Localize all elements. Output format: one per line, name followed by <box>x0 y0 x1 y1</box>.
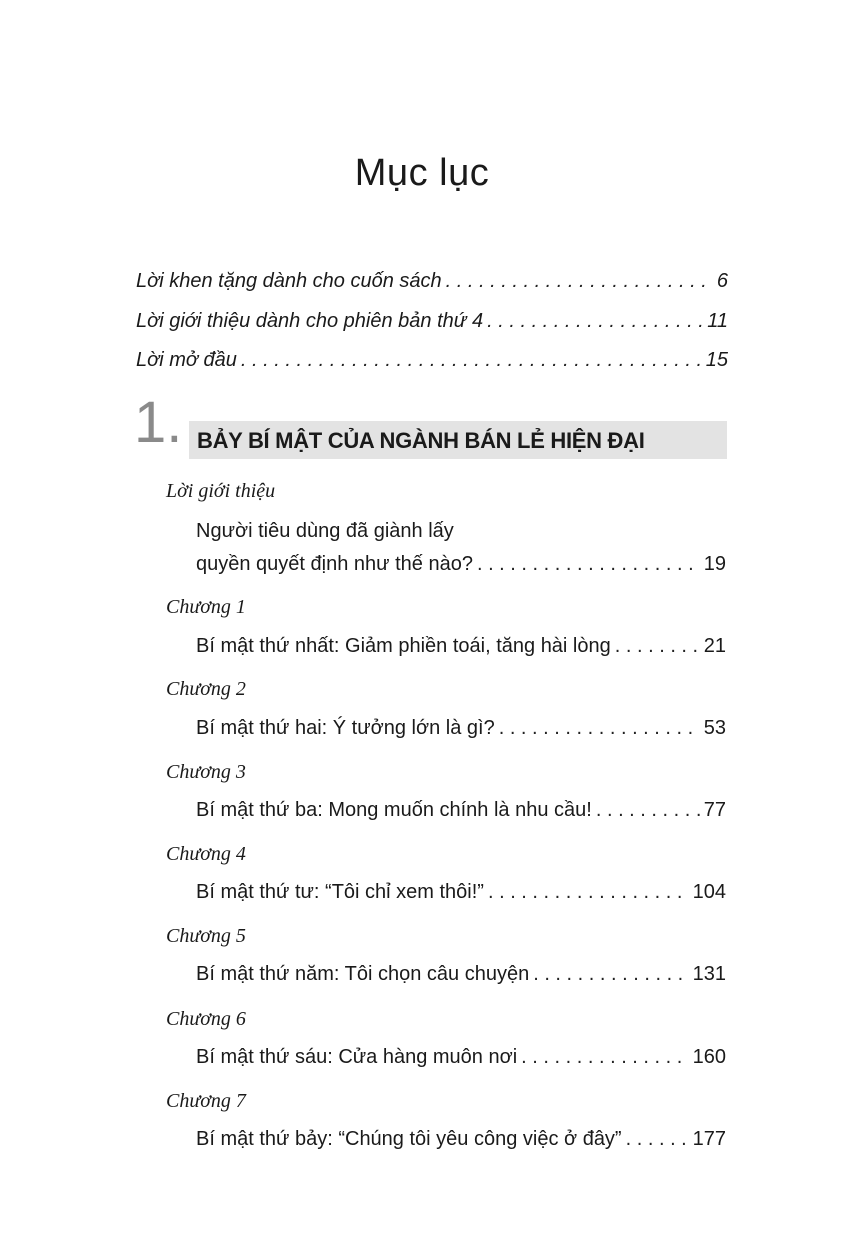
toc-entry-chapter-5[interactable] <box>196 963 726 986</box>
dot-leader <box>626 1128 689 1151</box>
toc-entry-front-3[interactable] <box>136 349 728 372</box>
toc-entry-label: Bí mật thứ nhất: Giảm phiền toái, tăng hài lòng <box>196 635 611 657</box>
toc-entry-chapter-6[interactable] <box>196 1046 726 1069</box>
dot-leader <box>533 963 688 986</box>
chapter-label: Chương 4 <box>166 843 246 865</box>
intro-label: Lời giới thiệu <box>166 480 276 502</box>
toc-entry-chapter-3[interactable] <box>196 799 726 822</box>
toc-entry-label: Bí mật thứ bảy: “Chúng tôi yêu công việc ở đây” <box>196 1128 622 1150</box>
chapter-label: Chương 1 <box>166 596 246 618</box>
toc-entry-label: Bí mật thứ sáu: Cửa hàng muôn nơi <box>196 1046 518 1068</box>
toc-entry-chapter-1[interactable] <box>196 635 726 658</box>
chapter-label: Chương 2 <box>166 678 246 700</box>
dot-leader <box>488 881 689 904</box>
toc-entry-page: 15 <box>705 349 728 371</box>
toc-entry-page: 6 <box>716 270 728 292</box>
intro-title-line1: Người tiêu dùng đã giành lấy <box>196 520 454 542</box>
part-number: 1. <box>134 390 183 455</box>
dot-leader <box>446 270 713 293</box>
chapter-label: Chương 6 <box>166 1008 246 1030</box>
toc-entry-label: Bí mật thứ năm: Tôi chọn câu chuyện <box>196 963 530 985</box>
toc-entry-label: Bí mật thứ hai: Ý tưởng lớn là gì? <box>196 717 495 739</box>
toc-entry-label: Lời mở đầu <box>136 349 237 371</box>
toc-entry-page: 160 <box>692 1046 726 1068</box>
part-title: BẢY BÍ MẬT CỦA NGÀNH BÁN LẺ HIỆN ĐẠI <box>197 428 645 453</box>
toc-entry-page: 104 <box>692 881 726 903</box>
toc-entry-page: 53 <box>703 717 726 739</box>
page-title: Mục lục <box>354 152 490 194</box>
toc-entry-page: 21 <box>703 635 726 657</box>
toc-entry-page: 11 <box>707 310 728 332</box>
dot-leader <box>241 349 702 372</box>
dot-leader <box>477 553 700 576</box>
toc-entry-label: Bí mật thứ ba: Mong muốn chính là nhu cầu! <box>196 799 592 821</box>
toc-entry-chapter-2[interactable] <box>196 717 726 740</box>
toc-entry-page: 177 <box>692 1128 726 1150</box>
chapter-label: Chương 3 <box>166 761 246 783</box>
toc-entry-label: quyền quyết định như thế nào? <box>196 553 473 575</box>
toc-entry-chapter-4[interactable] <box>196 881 726 904</box>
toc-entry-page: 77 <box>703 799 726 821</box>
toc-entry-intro[interactable] <box>196 553 726 576</box>
toc-entry-page: 131 <box>692 963 726 985</box>
toc-entry-label: Lời giới thiệu dành cho phiên bản thứ 4 <box>136 310 484 332</box>
dot-leader <box>521 1046 688 1069</box>
toc-entry-page: 19 <box>703 553 726 575</box>
dot-leader <box>487 310 703 333</box>
toc-entry-chapter-7[interactable] <box>196 1128 726 1151</box>
dot-leader <box>615 635 700 658</box>
toc-entry-front-2[interactable] <box>136 310 728 333</box>
dot-leader <box>596 799 700 822</box>
chapter-label: Chương 5 <box>166 925 246 947</box>
dot-leader <box>499 717 700 740</box>
toc-entry-front-1[interactable] <box>136 270 728 293</box>
chapter-label: Chương 7 <box>166 1090 246 1112</box>
toc-entry-label: Lời khen tặng dành cho cuốn sách <box>136 270 442 292</box>
toc-entry-label: Bí mật thứ tư: “Tôi chỉ xem thôi!” <box>196 881 484 903</box>
